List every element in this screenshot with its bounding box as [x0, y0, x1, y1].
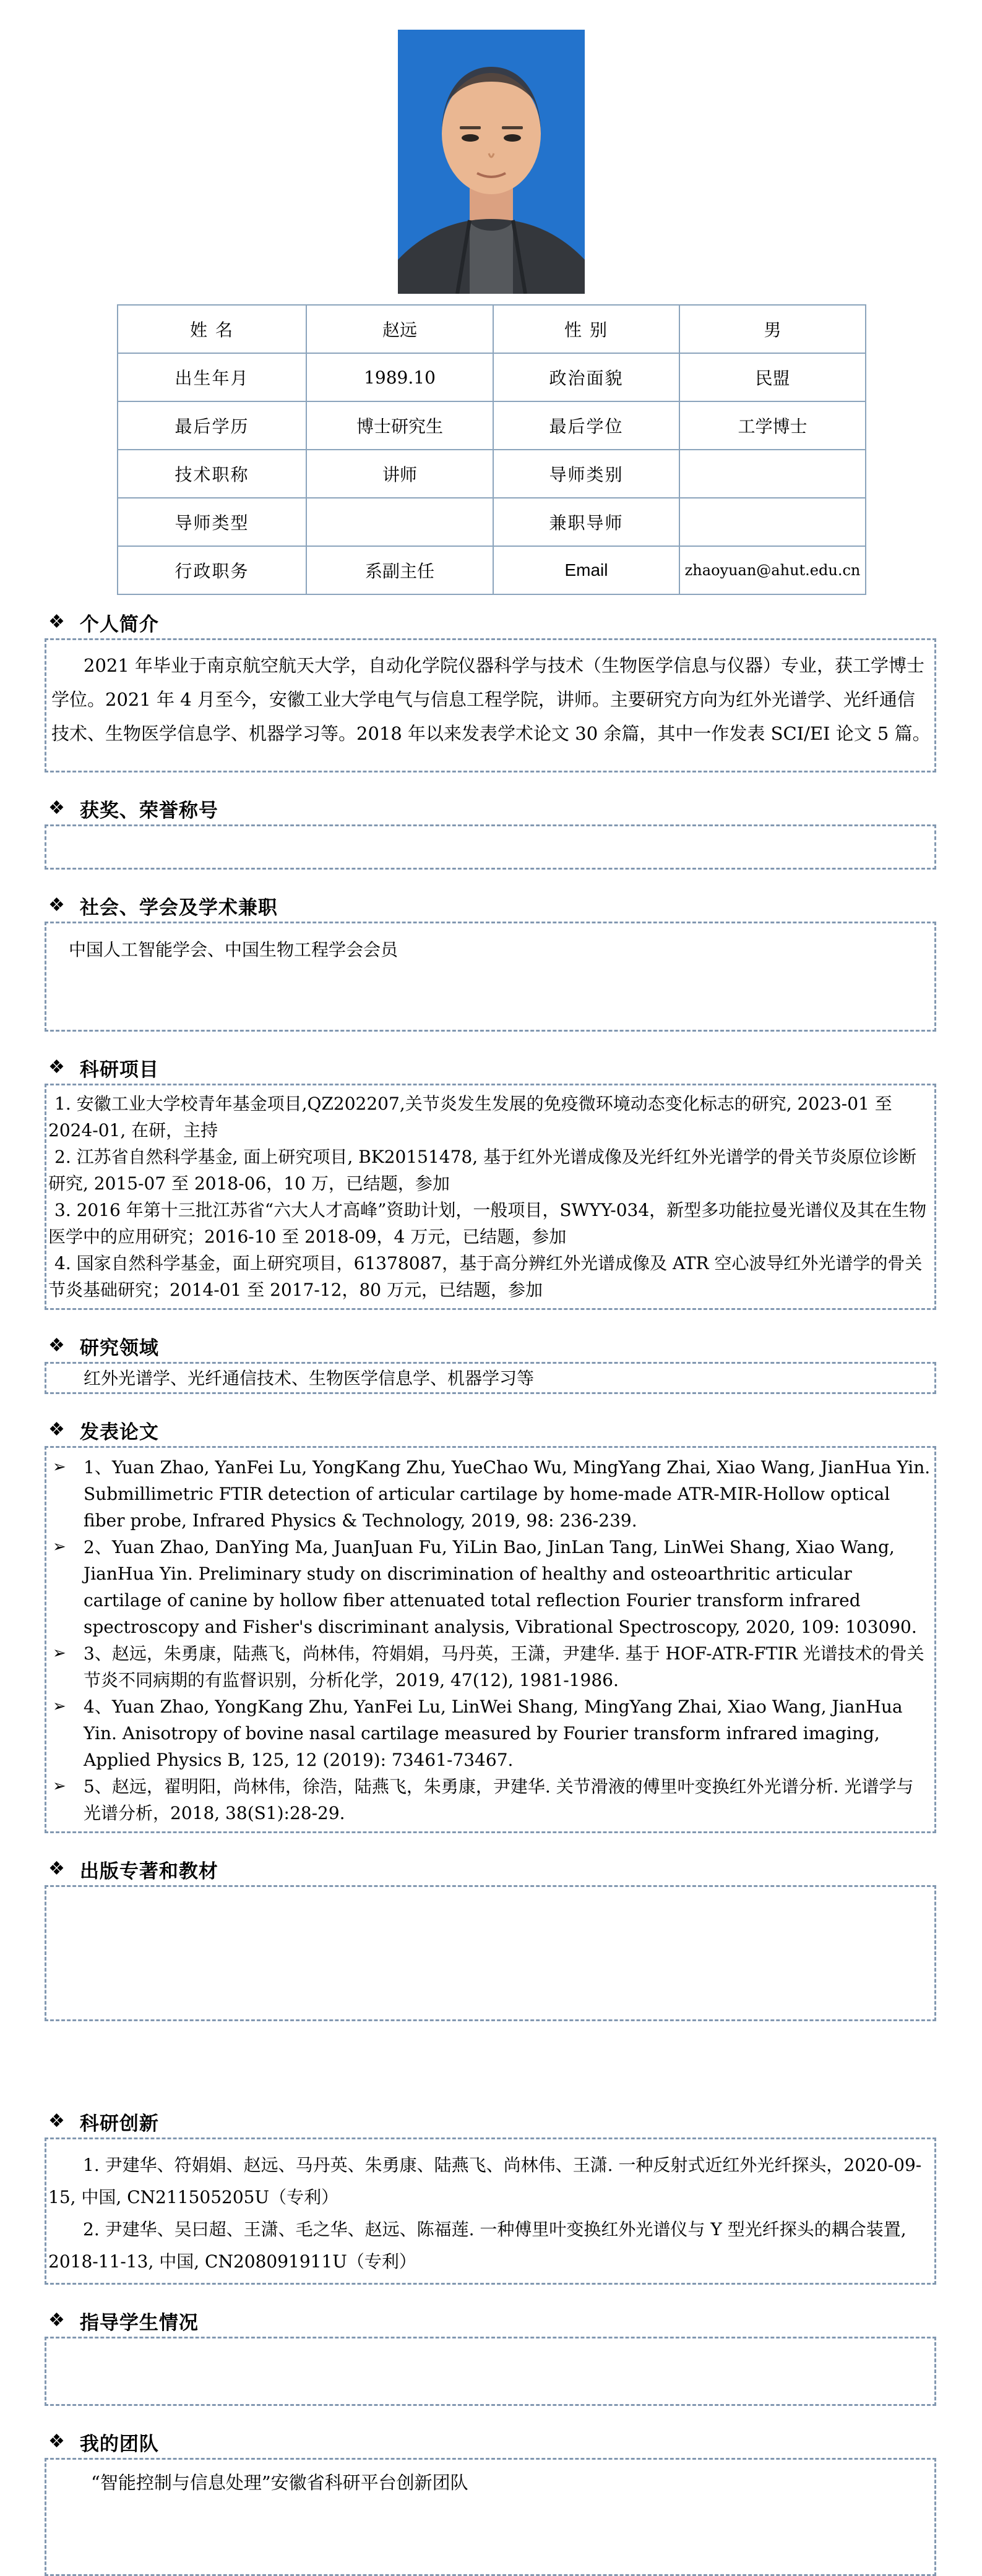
section-students: [45, 2307, 936, 2406]
diamond-bullet-icon: ❖: [48, 2309, 65, 2331]
publications-box: [45, 1446, 936, 1833]
section-books-header: [45, 1855, 936, 1883]
publication-item: [53, 1640, 931, 1693]
label-gender: 性 别: [493, 305, 679, 353]
profile-text: 2021 年毕业于南京航空航天大学，自动化学院仪器科学与技术（生物医学信息与仪器）专业，获工学博士学位。2021 年 4 月至今，安徽工业大学电气与信息工程学院，讲师。主要研究方向为红外光谱学、光纤通信技术、生物医学信息学、机器学习等。2018 年以来发表学术论文 30 余篇，其中一作发表 SCI/EI 论文 5 篇。: [51, 655, 931, 744]
table-row: [118, 305, 866, 353]
value-final-degree: 工学博士: [679, 401, 866, 450]
value-adjunct-supervisor: [679, 498, 866, 546]
diamond-bullet-icon: ❖: [48, 1335, 65, 1356]
section-title: 科研创新: [79, 2112, 159, 2135]
value-gender: 男: [679, 305, 866, 353]
profile-photo: [398, 30, 585, 294]
innovation-box: [45, 2137, 936, 2285]
section-memberships-header: [45, 892, 936, 919]
research-fields-text: 红外光谱学、光纤通信技术、生物医学信息学、机器学习等: [84, 1368, 535, 1389]
memberships-box: [45, 922, 936, 1032]
section-projects: [45, 1054, 936, 1310]
value-name: 赵远: [306, 305, 493, 353]
value-birth-date: 1989.10: [306, 353, 493, 401]
arrow-bullet-icon: ➢: [53, 1458, 66, 1476]
project-item: 2. 江苏省自然科学基金, 面上研究项目, BK20151478, 基于红外光谱成像及光纤红外光谱学的骨关节炎原位诊断研究, 2015-07 至 2018-06，10 万，已结题，参加: [48, 1147, 917, 1194]
section-title: 获奖、荣誉称号: [79, 799, 218, 822]
section-projects-header: [45, 1054, 936, 1081]
label-birth-date: 出生年月: [118, 353, 306, 401]
section-research-fields-header: [45, 1332, 936, 1359]
section-awards: [45, 795, 936, 870]
section-profile: [45, 609, 936, 772]
label-supervisor-type: 导师类型: [118, 498, 306, 546]
section-title: 指导学生情况: [79, 2311, 199, 2334]
arrow-bullet-icon: ➢: [53, 1538, 66, 1556]
publication-text: 1、Yuan Zhao, YanFei Lu, YongKang Zhu, YueChao Wu, MingYang Zhai, Xiao Wang, JianHua Yin. Submillimetric FTIR detection of articular cartilage by home-made ATR-MIR-Hollow optical fiber probe, Infrared Physics & Technology, 2019, 98: 236-239.: [84, 1457, 931, 1531]
team-box: [45, 2458, 936, 2576]
students-box: [45, 2337, 936, 2406]
label-political-status: 政治面貌: [493, 353, 679, 401]
portrait-illustration: [398, 30, 585, 294]
section-title: 科研项目: [79, 1058, 159, 1081]
section-profile-header: [45, 609, 936, 636]
publication-text: 2、Yuan Zhao, DanYing Ma, JuanJuan Fu, YiLin Bao, JinLan Tang, LinWei Shang, Xiao Wang, JianHua Yin. Preliminary study on discrimination of healthy and osteoarthritic articular cartilage of canine by hollow fiber attenuated total reflection Fourier transform infrared spectroscopy and Fisher's discriminant analysis, Vibrational Spectroscopy, 2020, 109: 103090.: [84, 1537, 917, 1637]
label-email: Email: [493, 546, 679, 594]
section-publications: [45, 1416, 936, 1833]
diamond-bullet-icon: ❖: [48, 1419, 65, 1440]
personal-info-table: [117, 304, 866, 595]
sections-container: [45, 586, 936, 2576]
value-final-education: 博士研究生: [306, 401, 493, 450]
diamond-bullet-icon: ❖: [48, 611, 65, 633]
memberships-text: 中国人工智能学会、中国生物工程学会会员: [69, 939, 398, 960]
diamond-bullet-icon: ❖: [48, 2431, 65, 2452]
publication-text: 5、赵远，翟明阳，尚林伟，徐浩，陆燕飞，朱勇康，尹建华. 关节滑液的傅里叶变换红外光谱分析. 光谱学与光谱分析，2018, 38(S1):28-29.: [84, 1776, 914, 1823]
value-technical-title: 讲师: [306, 450, 493, 498]
publication-item: [53, 1454, 931, 1534]
section-students-header: [45, 2307, 936, 2334]
books-box: [45, 1885, 936, 2021]
value-admin-position: 系副主任: [306, 546, 493, 594]
awards-box: [45, 824, 936, 870]
arrow-bullet-icon: ➢: [53, 1777, 66, 1795]
label-name: 姓 名: [118, 305, 306, 353]
section-title: 发表论文: [79, 1421, 159, 1444]
publication-item: [53, 1773, 931, 1826]
section-team-header: [45, 2428, 936, 2455]
project-item: 3. 2016 年第十三批江苏省“六大人才高峰”资助计划，一般项目，SWYY-034，新型多功能拉曼光谱仪及其在生物医学中的应用研究；2016-10 至 2018-09，4 万元，已结题，参加: [48, 1200, 927, 1247]
patent-item: 2. 尹建华、吴曰超、王潇、毛之华、赵远、陈福莲. 一种傅里叶变换红外光谱仪与 Y 型光纤探头的耦合装置, 2018-11-13, 中国, CN208091911U（专利）: [48, 2219, 907, 2272]
publication-item: [53, 1693, 931, 1773]
section-title: 研究领域: [79, 1337, 159, 1359]
label-adjunct-supervisor: 兼职导师: [493, 498, 679, 546]
research-fields-box: [45, 1362, 936, 1394]
label-final-degree: 最后学位: [493, 401, 679, 450]
section-title: 社会、学会及学术兼职: [79, 896, 278, 919]
section-title: 出版专著和教材: [79, 1860, 218, 1883]
label-supervisor-category: 导师类别: [493, 450, 679, 498]
project-item: 1. 安徽工业大学校青年基金项目,QZ202207,关节炎发生发展的免疫微环境动态变化标志的研究, 2023-01 至 2024-01, 在研，主持: [48, 1093, 892, 1140]
table-row: [118, 498, 866, 546]
diamond-bullet-icon: ❖: [48, 1056, 65, 1078]
patent-item: 1. 尹建华、符娟娟、赵远、马丹英、朱勇康、陆燕飞、尚林伟、王潇. 一种反射式近红外光纤探头，2020-09-15, 中国, CN211505205U（专利）: [48, 2155, 922, 2207]
section-title: 我的团队: [79, 2433, 159, 2455]
section-awards-header: [45, 795, 936, 822]
value-supervisor-category: [679, 450, 866, 498]
section-memberships: [45, 892, 936, 1032]
value-email: zhaoyuan@ahut.edu.cn: [679, 546, 866, 594]
section-title: 个人简介: [79, 613, 159, 636]
diamond-bullet-icon: ❖: [48, 797, 65, 819]
team-text: “智能控制与信息处理”安徽省科研平台创新团队: [91, 2472, 468, 2493]
project-item: 4. 国家自然科学基金，面上研究项目，61378087，基于高分辨红外光谱成像及 ATR 空心波导红外光谱学的骨关节炎基础研究；2014-01 至 2017-12，80 万元，已结题，参加: [48, 1253, 923, 1300]
arrow-bullet-icon: ➢: [53, 1644, 66, 1662]
section-innovation-header: [45, 2108, 936, 2135]
value-political-status: 民盟: [679, 353, 866, 401]
diamond-bullet-icon: ❖: [48, 1858, 65, 1880]
arrow-bullet-icon: ➢: [53, 1697, 66, 1716]
publication-item: [53, 1534, 931, 1640]
table-row: [118, 353, 866, 401]
diamond-bullet-icon: ❖: [48, 2110, 65, 2132]
label-technical-title: 技术职称: [118, 450, 306, 498]
profile-box: [45, 638, 936, 772]
section-research-fields: [45, 1332, 936, 1394]
label-final-education: 最后学历: [118, 401, 306, 450]
table-row: [118, 401, 866, 450]
diamond-bullet-icon: ❖: [48, 894, 65, 916]
publication-text: 3、赵远，朱勇康，陆燕飞，尚林伟，符娟娟，马丹英，王潇，尹建华. 基于 HOF-ATR-FTIR 光谱技术的骨关节炎不同病期的有监督识别，分析化学，2019, 47(12), 1981-1986.: [84, 1643, 924, 1690]
section-publications-header: [45, 1416, 936, 1444]
section-innovation: [45, 2108, 936, 2285]
label-admin-position: 行政职务: [118, 546, 306, 594]
table-row: [118, 450, 866, 498]
value-supervisor-type: [306, 498, 493, 546]
section-books: [45, 1855, 936, 2021]
projects-box: [45, 1084, 936, 1310]
section-team: [45, 2428, 936, 2576]
publication-text: 4、Yuan Zhao, YongKang Zhu, YanFei Lu, LinWei Shang, MingYang Zhai, Xiao Wang, JianHua Yin. Anisotropy of bovine nasal cartilage measured by Fourier transform infrared imaging, Applied Physics B, 125, 12 (2019): 73461-73467.: [84, 1697, 903, 1770]
